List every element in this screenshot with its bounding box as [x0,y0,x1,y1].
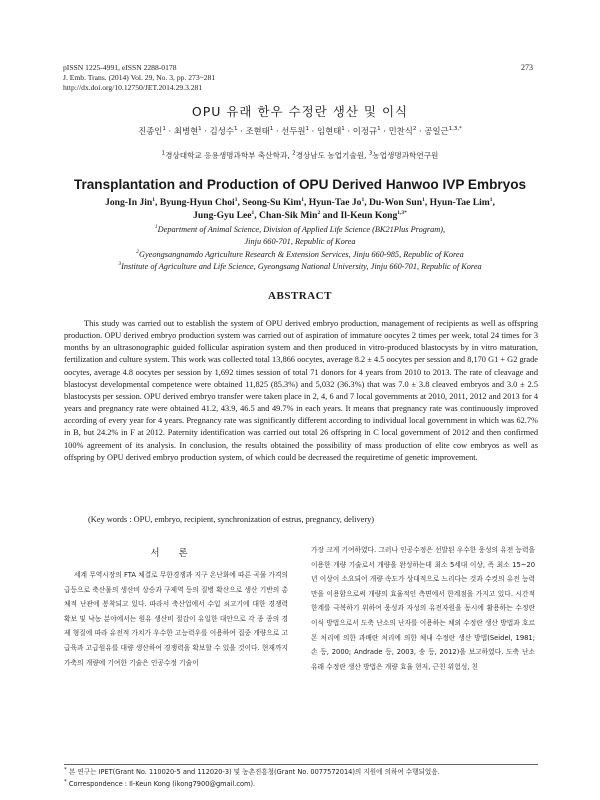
author-name: 진종인 [138,126,163,136]
introduction-heading: 서 론 [150,548,196,559]
affiliation-text: Jinju 660-701, Republic of Korea [244,237,356,247]
abstract-body: This study was carried out to establish the system of OPU derived embryo production, management of recipients as well as offspring production. OPU derived embryo production system was carried out of aspiration of immature oocytes 2 times per week, total 24 times for 3 months by an ultrasonographic guided follicular aspiration system and then produced in vitro-produced blastocysts by in vitro maturation, fertilization and culture system. This work was collected total 13,866 oocytes, average 8.2 ± 4.5 oocytes per session and 8,170 G1 + G2 grade oocytes, average 4.8 oocytes per session by 1,692 times session of total 71 donors for 4 years from 2010 to 2013. The rate of cleavage and blastocyst developmental competence were obtained 11,825 (85.3%) and 5,032 (36.3%) that was 7.0 ± 3.8 cleaved embryos and 3.0 ± 2.5 blastocysts per session. OPU derived embryo transfer were taken place in 2, 4, 6 and 7 local governments at 2010, 2011, 2012 and 2013 for 4 years and pregnancy rate were obtained 41.2, 43.9, 46.5 and 49.7% in each years. It means that pregnancy rate was continuously improved according of every year for 4 years. Pregnancy rate was significantly different according to individual local government in which was 62.7% in B, but 24.2% in F at 2012. Paternity identification was carried out total 26 offspring in C local government of 2012 and then confirmed 100% agreement of its analysis. In conclusion, the results obtained the possibility of mass production of elite cow embryos as well as offspring by OPU derived embryo production system, of which could be decreased the requiretime of genetic improvement. [64,319,538,462]
page-number: 273 [521,63,533,72]
author-name: 민찬식 [388,126,413,136]
footnote-text: Correspondence : Il-Keun Kong (ikong7900@gmail.com). [68,779,256,788]
author-name: 임현태 [317,126,342,136]
author-line: Jung-Gyu Lee$^1$, Chan-Sik Min$^2$ and Il-Keun Kong$^{1,3*}$ [193,209,407,221]
affiliation-text: 농업생명과학연구원 [372,151,439,160]
author-name: 김성수 [209,126,234,136]
affiliation-mark: 3 [368,150,373,157]
author-name: 공일근 [424,126,449,136]
korean-author-list: 진종인$^1$ · 최병현$^1$ · 김성수$^1$ · 조현태$^1$ · 선두원$^1$ · 임현태$^1$ · 이정규$^1$ · 민찬식$^2$ · 공일근$^{1,3,*}$ [138,126,462,136]
author-affiliation-mark: 2 [317,209,321,216]
author-affiliation-mark: 1 [301,196,304,203]
author-name: 조현태 [245,126,270,136]
affiliation-text: Institute of Agriculture and Life Science, Gyeongsang National University, Jinju 660-701, Republic of Korea [121,261,482,271]
funding-footnote [64,767,538,779]
author-affiliation-mark: 2 [412,126,417,133]
author-affiliation-mark: 1 [305,126,310,133]
author-name: Hyun-Tae Jo [308,197,362,208]
author-name: 이정규 [352,126,378,136]
author-affiliation-mark: 1 [489,196,493,203]
author-affiliation-mark: 1 [251,209,255,216]
author-affiliation-mark: 1 [361,196,365,203]
affiliation-mark: 3 [118,261,122,268]
affiliation-line [40,236,560,248]
author-affiliation-mark: 1 [377,126,381,133]
author-affiliation-mark: 1 [234,196,238,203]
korean-affiliations [0,150,600,161]
affiliation-line [40,249,560,261]
affiliation-text: Gyeongsangnamdo Agriculture Research & Extension Services, Jinju 660-985, Republic of Korea [139,249,464,259]
korean-title: OPU 유래 한우 수정란 생산 및 이식 [191,104,409,119]
footnotes [64,767,538,790]
author-name: Chan-Sik Min [259,210,318,221]
affiliation-text: Department of Animal Science, Division of Applied Life Science (BK21Plus Program), [157,225,446,234]
author-affiliation-mark: 1 [198,126,202,133]
introduction-right-column: 가장 크게 기여하였다. 그러나 인공수정은 선발된 우수한 웅성의 유전 능력을 이용한 개량 기술로서 개량을 완성하는데 최소 5세대 이상, 즉 최소 15~20년 이상이 소요되어 개량 속도가 상대적으로 느리다는 것과 수컷의 유전 능력만을 이용함으로써 개량의 효율적인 측면에서 한계점을 가지고 있다. 시간적 한계를 극복하기 위하여 웅성과 자성의 유전자원을 동시에 활용하는 수정란 이식 방법으로서 도축 난소의 난자를 이용하는 체외 수정란 생산 방법과 호르몬 처리에 의한 과배란 처리에 의한 체내 수정란 생산 방법(Seidel, 1981; 손 등, 2000; Andrade 등, 2003, 송 등, 2012)을 보고하였다. 도축 난소 유래 수정란 생산 방법은 개량 효율 현저, 근친 위험성, 친 [311,546,535,671]
author-name: Du-Won Sun [369,197,423,208]
author-name: 최병현 [173,126,199,136]
affiliation-mark: 1 [154,224,158,231]
affiliation-line [40,261,560,273]
footnote-mark: * [64,778,67,785]
english-author-list [70,196,530,222]
author-affiliation-mark: 1 [269,126,274,133]
issn-line: pISSN 1225-4991, eISSN 2288-0178 [63,63,177,72]
author-name: 선두원 [281,126,306,136]
correspondence-footnote [64,779,538,791]
author-affiliation-mark: 1 [233,126,238,133]
author-name: Byung-Hyun Choi [159,197,235,208]
author-affiliation-mark: 1 [341,126,345,133]
author-name: Jung-Gyu Lee [193,210,252,221]
abstract-heading: ABSTRACT [268,290,332,302]
affiliation-text: 경상대학교 응용생명과학부 축산학과, [165,151,293,160]
doi-link: http://dx.doi.org/10.12750/JET.2014.29.3.281 [63,83,203,92]
author-affiliation-mark: 1 [162,126,166,133]
author-name: Jong-In Jin [105,197,153,208]
affiliation-mark: 2 [292,150,296,157]
footnote-mark: * [64,766,67,773]
introduction-left-column: 세계 무역시장의 FTA 체결로 무한경쟁과 지구 온난화에 따른 곡물 가격의 급등으로 축산물의 생산비 상승과 구제역 등의 질병 확산으로 생산 기반의 총체적 난관에 봉착되고 있다. 따라서 축산업에서 수입 쇠고기에 대한 경쟁력 확보 및 낙농 분야에서는 원유 생산비 절감이 유일한 대안으로 각 종 종의 경제 형질에 따라 유전적 가치가 우수한 고능력우를 이용하여 집중 개량으로 고급육과 고급원유를 대량 생산하여 경쟁력을 확보할 수 있을 것이다. 현재까지 가축의 개량에 기여한 기술은 인공수정 기술이 [64,571,288,667]
affiliation-mark: 2 [136,248,139,255]
keywords-line: (Key words : OPU, embryo, recipient, synchronization of estrus, pregnancy, delivery) [88,515,375,524]
affiliation-mark: 1 [161,150,166,157]
journal-reference: J. Emb. Trans. (2014) Vol. 29, No. 3, pp. 273~281 [63,73,216,82]
author-affiliation-mark: 1,3* [397,209,407,216]
footnote-divider [64,764,538,765]
author-name: Il-Keun Kong [340,210,398,221]
footnote-text: 본 연구는 IPET(Grant No. 110020-5 and 112020-3) 및 농촌진흥청(Grant No. 0077572014)의 지원에 의하여 수행되었음. [68,768,440,776]
author-name: Hyun-Tae Lim [429,197,490,208]
affiliation-text: 경상남도 농업기술원, [295,151,369,160]
affiliation-line [40,224,560,236]
journal-header [63,63,533,93]
english-affiliations [40,224,560,273]
author-affiliation-mark: 1 [152,196,156,203]
author-line: Jong-In Jin$^1$, Byung-Hyun Choi$^1$, Seong-Su Kim$^1$, Hyun-Tae Jo$^1$, Du-Won Sun$^1$, Hyun-Tae Lim$^1$, [105,196,495,208]
author-affiliation-mark: 1 [422,196,425,203]
author-name: Seong-Su Kim [242,197,302,208]
author-affiliation-mark: 1,3,* [448,126,462,133]
english-title: Transplantation and Production of OPU Derived Hanwoo IVP Embryos [73,177,527,192]
author-conjunction: and [322,210,339,221]
